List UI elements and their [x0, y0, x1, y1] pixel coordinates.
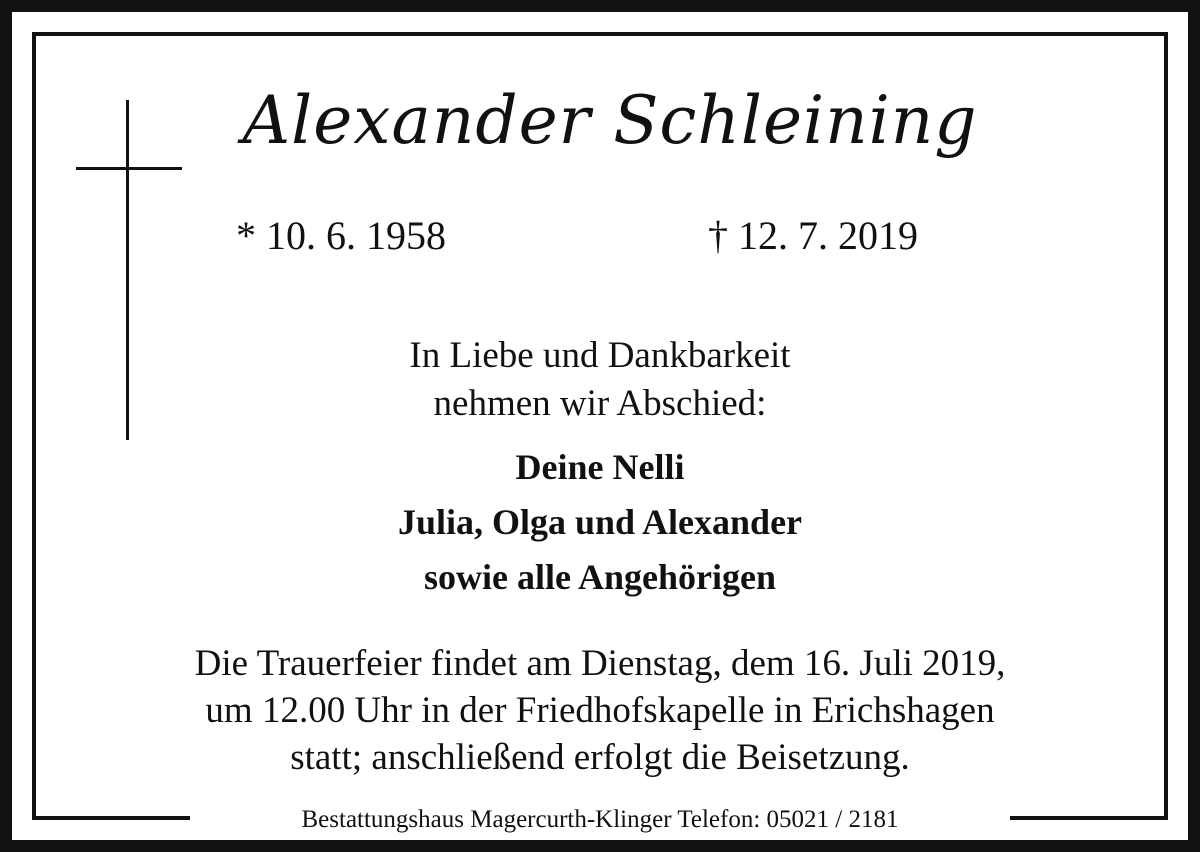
service-line: statt; anschließend erfolgt die Beisetzung.	[290, 737, 910, 778]
mourner-line: Julia, Olga und Alexander	[397, 502, 803, 542]
service-line: um 12.00 Uhr in der Friedhofskapelle in Erichshagen	[205, 690, 995, 731]
death-date: † 12. 7. 2019	[708, 213, 918, 258]
service-line: Die Trauerfeier findet am Dienstag, dem 16. Juli 2019,	[194, 643, 1006, 684]
mourners-list	[250, 440, 950, 605]
cross-vertical-bar	[126, 100, 129, 440]
intro-line: nehmen wir Abschied:	[433, 383, 767, 424]
cross-horizontal-bar	[76, 167, 182, 170]
birth-date: * 10. 6. 1958	[236, 213, 446, 258]
deceased-name: Alexander Schleining	[242, 82, 978, 159]
mourner-line: sowie alle Angehörigen	[424, 557, 776, 597]
intro-text	[250, 332, 950, 428]
mourner-line: Deine Nelli	[515, 447, 685, 487]
intro-line: In Liebe und Dankbarkeit	[409, 335, 791, 376]
funeral-home-footer: Bestattungshaus Magercurth-Klinger Telefon: 05021 / 2181	[190, 800, 1010, 840]
service-info	[50, 640, 1150, 781]
